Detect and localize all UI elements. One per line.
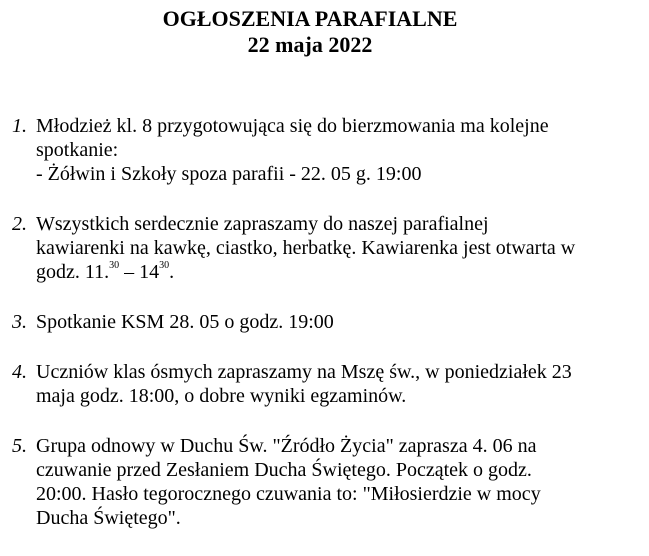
- opening-hours-from-minutes: 30: [109, 260, 120, 272]
- announcement-text-line: Ducha Świętego".: [36, 507, 181, 529]
- announcement-text-line: 20:00. Hasło tegorocznego czuwania to: "Miłosierdzie w mocy: [36, 483, 541, 505]
- announcement-text-line: spotkanie:: [36, 139, 119, 161]
- opening-hours-line: [36, 260, 642, 284]
- announcement-item-3: [12, 310, 642, 334]
- announcement-number: 4.: [12, 361, 27, 383]
- announcement-text-line: czuwanie przed Zesłaniem Ducha Świętego. Początek o godz.: [36, 459, 532, 481]
- announcement-number: 1.: [12, 115, 27, 137]
- announcement-text-line: - Żółwin i Szkoły spoza parafii - 22. 05 g. 19:00: [36, 163, 422, 185]
- announcement-text-line: Wszystkich serdecznie zapraszamy do naszej parafialnej: [36, 213, 489, 235]
- opening-hours-to-minutes: 30: [159, 260, 170, 272]
- opening-hours-suffix: .: [169, 261, 175, 283]
- document-header: [0, 6, 620, 58]
- announcement-text-line: Uczniów klas ósmych zapraszamy na Mszę św., w poniedziałek 23: [36, 361, 572, 383]
- announcement-text-line: maja godz. 18:00, o dobre wyniki egzaminów.: [36, 385, 407, 407]
- announcement-text-line: Młodzież kl. 8 przygotowująca się do bierzmowania ma kolejne: [36, 115, 549, 137]
- document-date: 22 maja 2022: [247, 32, 373, 57]
- announcement-number: 2.: [12, 213, 27, 235]
- announcement-item-1: [12, 114, 642, 186]
- opening-hours-separator: – 14: [119, 261, 160, 283]
- announcement-item-2: [12, 212, 642, 284]
- announcements-list: [12, 114, 642, 556]
- announcement-item-4: [12, 360, 642, 408]
- announcement-text-line: kawiarenki na kawkę, ciastko, herbatkę. Kawiarenka jest otwarta w: [36, 237, 576, 259]
- opening-hours-prefix: godz. 11.: [36, 261, 110, 283]
- document-title: OGŁOSZENIA PARAFIALNE: [162, 6, 458, 31]
- announcement-item-5: [12, 434, 642, 530]
- announcement-number: 3.: [12, 311, 27, 333]
- announcement-text-line: Spotkanie KSM 28. 05 o godz. 19:00: [36, 311, 334, 333]
- announcement-number: 5.: [12, 435, 27, 457]
- announcement-text-line: Grupa odnowy w Duchu Św. "Źródło Życia" zaprasza 4. 06 na: [36, 435, 537, 457]
